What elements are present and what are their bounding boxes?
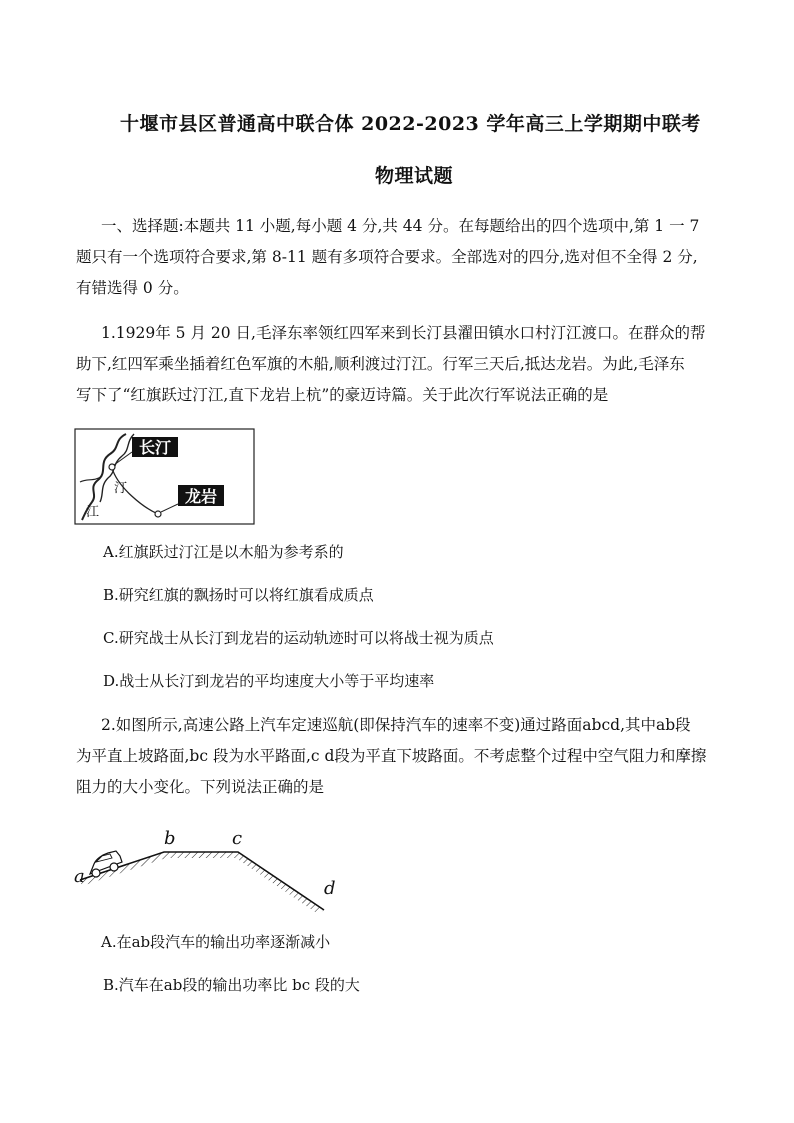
q1-option-b[interactable]: B.研究红旗的飘扬时可以将红旗看成质点 — [103, 586, 374, 604]
label-b: b — [164, 828, 176, 849]
q2-stem-line: 为平直上坡路面,bc 段为水平路面,c d段为平直下坡路面。不考虑整个过程中空气阻力和摩擦 — [76, 747, 707, 765]
label-d: d — [324, 878, 336, 899]
q1-stem-line: 助下,红四军乘坐插着红色军旗的木船,顺利渡过汀江。行军三天后,抵达龙岩。为此,毛泽东 — [76, 355, 685, 373]
page-title: 十堰市县区普通高中联合体 2022-2023 学年高三上学期期中联考 — [120, 113, 701, 135]
label-a: a — [74, 866, 85, 887]
section-intro-line: 有错选得 0 分。 — [76, 279, 189, 297]
q2-road-figure — [72, 822, 342, 918]
q1-option-a[interactable]: A.红旗跃过汀江是以木船为参考系的 — [103, 543, 344, 561]
label-c: c — [232, 828, 243, 849]
q1-option-d[interactable]: D.战士从长汀到龙岩的平均速度大小等于平均速率 — [103, 672, 435, 690]
q1-option-c[interactable]: C.研究战士从长汀到龙岩的运动轨迹时可以将战士视为质点 — [103, 629, 494, 647]
q1-stem-line: 写下了“红旗跃过汀江,直下龙岩上杭”的豪迈诗篇。关于此次行军说法正确的是 — [76, 386, 609, 404]
q2-option-a[interactable]: A.在ab段汽车的输出功率逐渐减小 — [101, 933, 331, 951]
label-changting: 长汀 — [138, 438, 172, 457]
q2-stem-line: 2.如图所示,高速公路上汽车定速巡航(即保持汽车的速率不变)通过路面abcd,其中ab段 — [101, 716, 691, 734]
q2-option-b[interactable]: B.汽车在ab段的输出功率比 bc 段的大 — [103, 976, 360, 994]
q1-map-figure — [74, 428, 256, 526]
end-point — [155, 511, 161, 517]
river-char-2: 江 — [86, 505, 100, 520]
section-intro-line: 一、选择题:本题共 11 小题,每小题 4 分,共 44 分。在每题给出的四个选项中,第 1 一 7 — [101, 217, 700, 235]
label-longyan: 龙岩 — [184, 487, 218, 506]
river-char-1: 汀 — [114, 481, 128, 496]
page-subtitle: 物理试题 — [375, 165, 454, 187]
section-intro-line: 题只有一个选项符合要求,第 8-11 题有多项符合要求。全部选对的四分,选对但不全得 2 分, — [76, 248, 698, 266]
q1-stem-line: 1.1929年 5 月 20 日,毛泽东率领红四军来到长汀县濯田镇水口村汀江渡口。在群众的帮 — [101, 324, 706, 342]
q2-stem-line: 阻力的大小变化。下列说法正确的是 — [76, 778, 325, 796]
